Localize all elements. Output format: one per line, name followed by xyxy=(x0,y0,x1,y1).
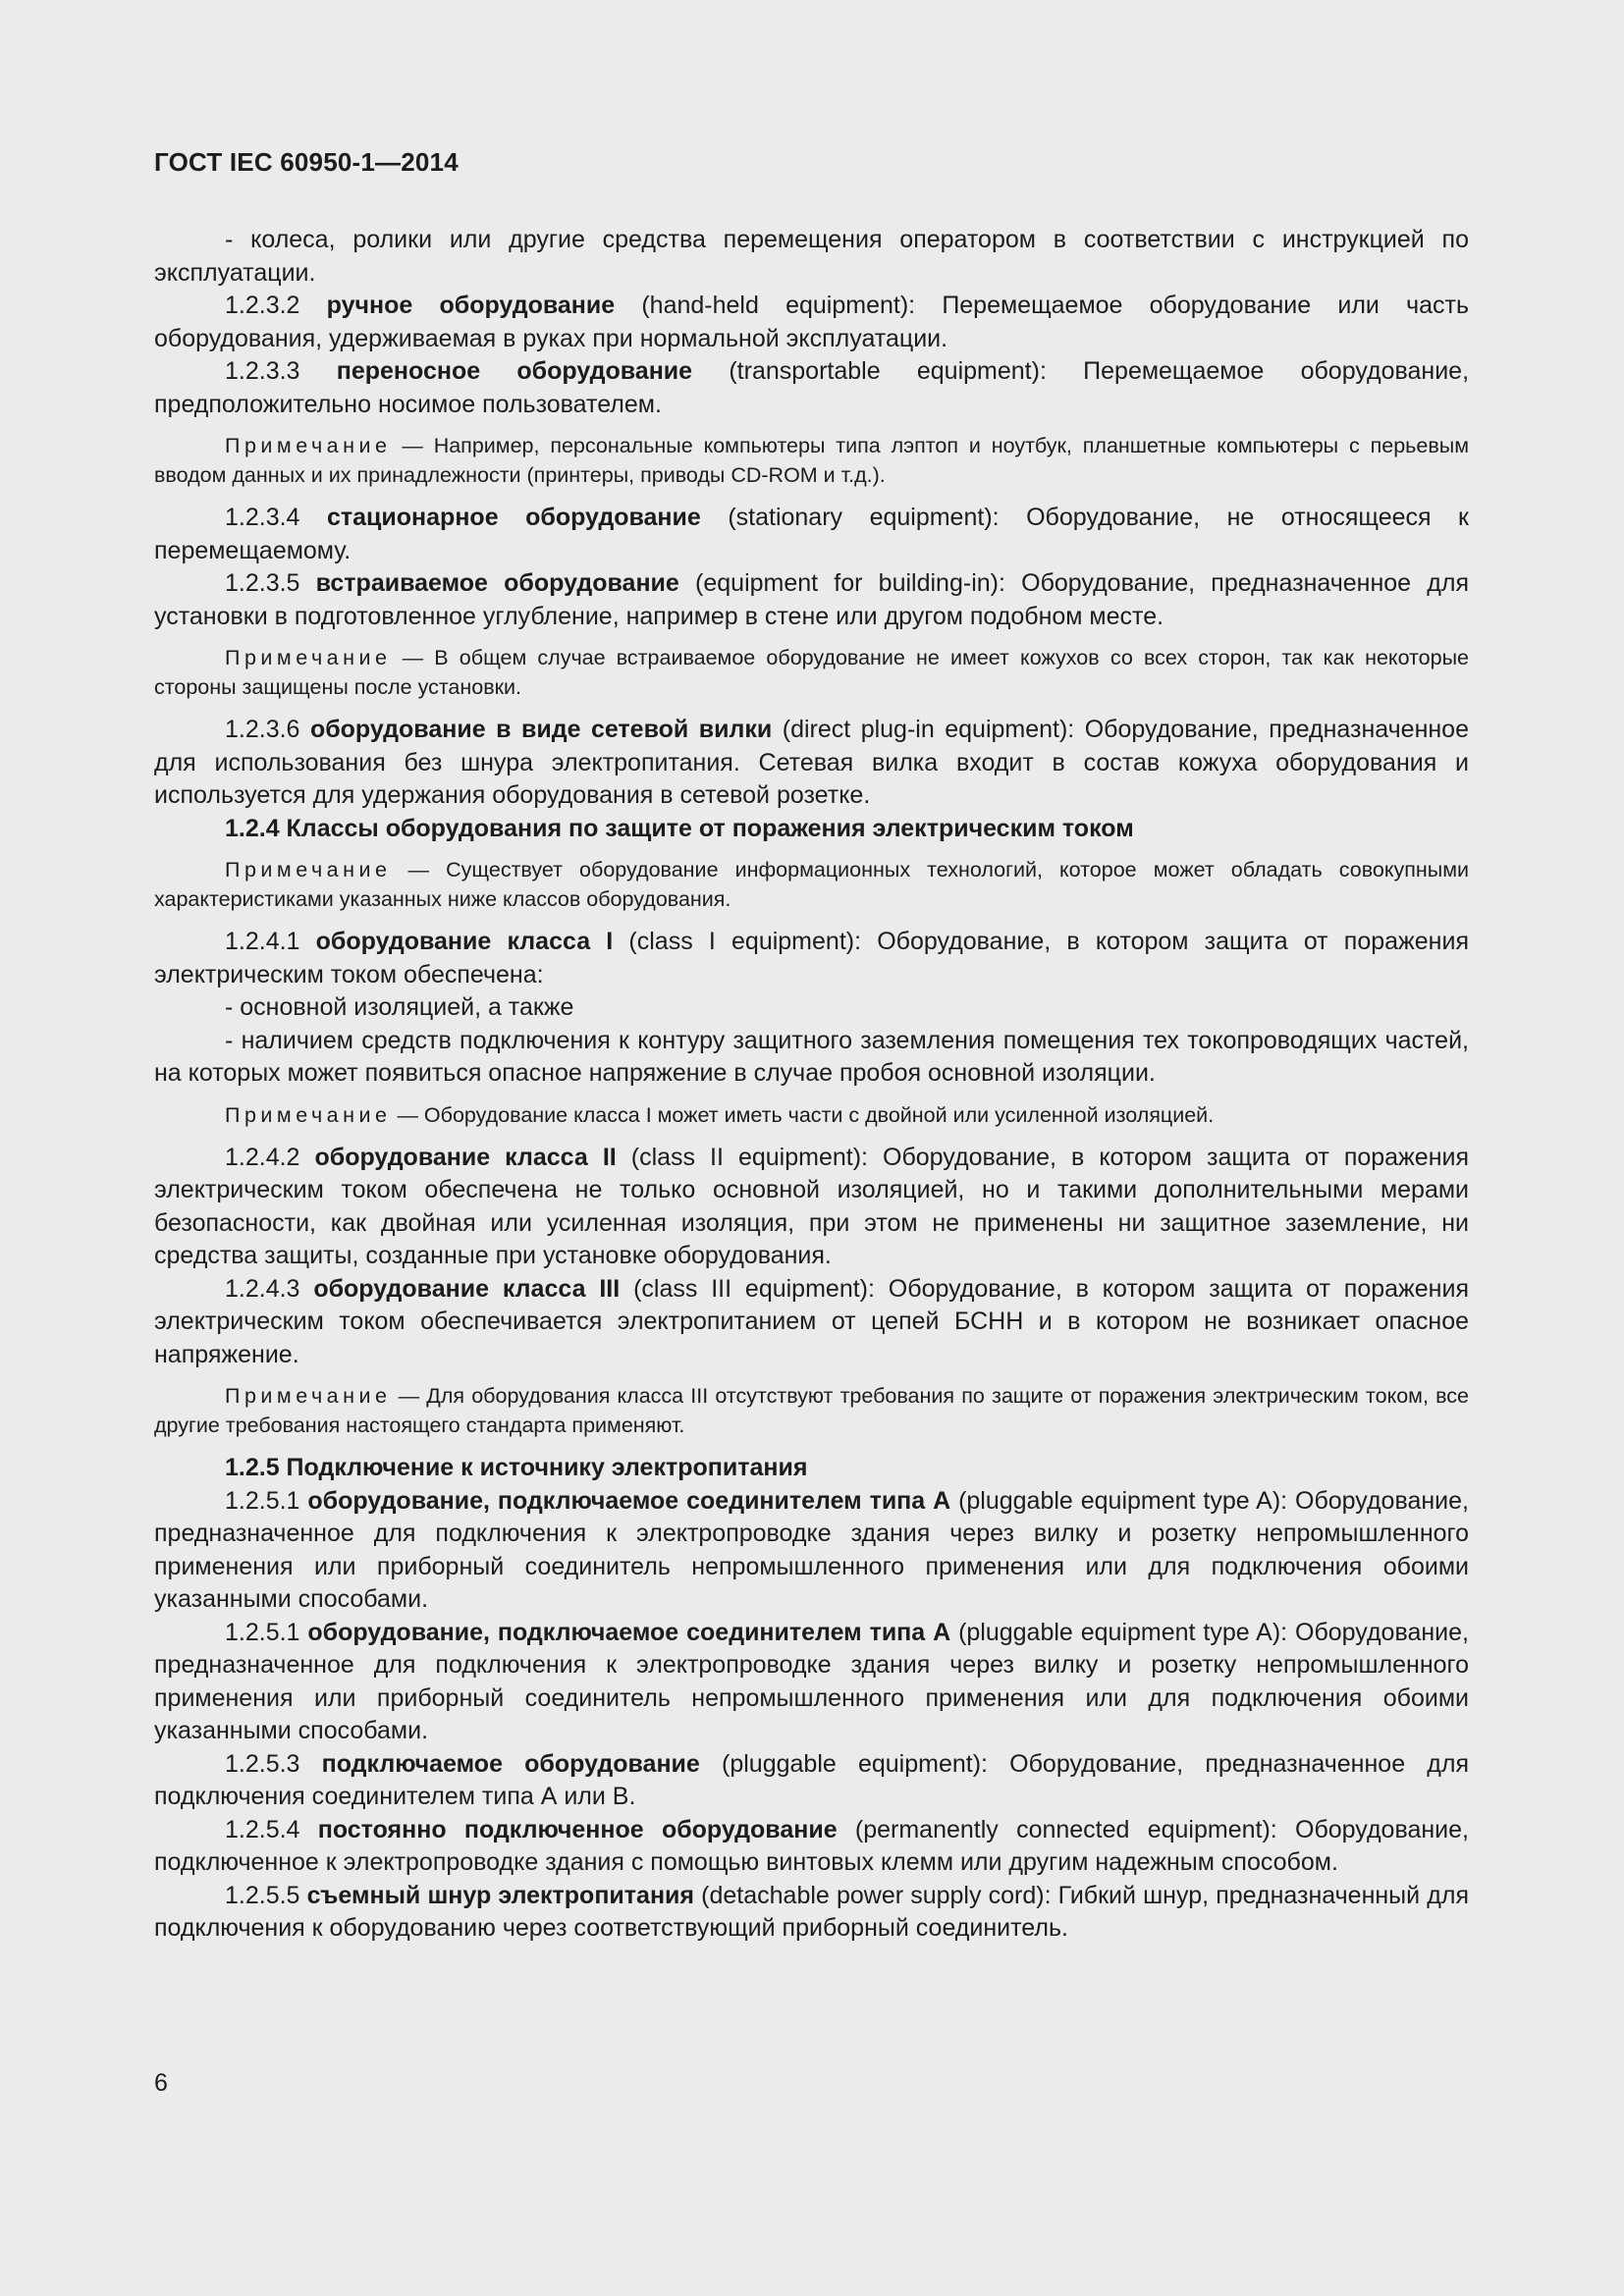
paragraph-text: - наличием средств подключения к контуру защитного заземления помещения тех токопроводящих частей, на которых может появиться опасное напряжение в случае пробоя основной изоляции. xyxy=(154,1026,1469,1087)
definition-paragraph xyxy=(154,1748,1469,1814)
defined-term: ручное оборудование xyxy=(326,292,616,319)
note-text: — Существует оборудование информационных технологий, которое может обладать совокупными характеристиками указанных ниже классов оборудования. xyxy=(154,858,1469,911)
definition-paragraph xyxy=(154,355,1469,421)
heading-text: 1.2.5 Подключение к источнику электропитания xyxy=(225,1454,808,1481)
paragraph-text: - колеса, ролики или другие средства перемещения оператором в соответствии с инструкцией по эксплуатации. xyxy=(154,226,1469,287)
paragraph-text: (transportable equipment): Перемещаемое оборудование, предположительно носимое пользователем. xyxy=(154,357,1470,418)
defined-term: оборудование класса III xyxy=(313,1274,621,1303)
paragraph-text: (stationary equipment): Оборудование, не относящееся к перемещаемому. xyxy=(154,504,1469,564)
note-text: — Например, персональные компьютеры типа лэптоп и ноутбук, планшетные компьютеры с перьевым вводом данных и их принадлежности (принтеры, приводы CD-ROM и т.д.). xyxy=(154,434,1469,487)
note-paragraph xyxy=(154,855,1469,914)
clause-number: 1.2.5.1 xyxy=(225,1618,300,1646)
document-body xyxy=(154,224,1469,1946)
definition-paragraph xyxy=(154,926,1469,991)
heading-text: 1.2.4 Классы оборудования по защите от поражения электрическим током xyxy=(225,814,1134,842)
clause-number: 1.2.3.5 xyxy=(225,569,300,597)
paragraph-text: (pluggable equipment): Оборудование, предназначенное для подключения соединителем типа А или В. xyxy=(154,1749,1469,1810)
clause-number: 1.2.5.4 xyxy=(225,1815,300,1843)
definition-paragraph xyxy=(154,1273,1469,1372)
note-paragraph xyxy=(154,643,1469,702)
clause-number: 1.2.5.5 xyxy=(225,1881,300,1909)
paragraph-text: (pluggable equipment type A): Оборудование, предназначенное для подключения к электропроводке здания через вилку и розетку непромышленного применения или приборный соединитель непромышленного применения или для подключения обоими указанными способами. xyxy=(154,1618,1469,1744)
paragraph-text: (pluggable equipment type A): Оборудование, предназначенное для подключения к электропроводке здания через вилку и розетку непромышленного применения или приборный соединитель непромышленного применения или для подключения обоими указанными способами. xyxy=(154,1486,1469,1613)
defined-term: стационарное оборудование xyxy=(326,504,701,531)
note-text: — Для оборудования класса III отсутствуют требования по защите от поражения электрическим током, все другие требования настоящего стандарта применяют. xyxy=(154,1384,1469,1437)
defined-term: оборудование в виде сетевой вилки xyxy=(309,716,773,743)
clause-number: 1.2.5.1 xyxy=(225,1486,300,1515)
definition-paragraph xyxy=(154,290,1469,355)
paragraph-text: (class I equipment): Оборудование, в котором защита от поражения электрическим током обеспечена: xyxy=(154,928,1469,988)
definition-paragraph xyxy=(154,567,1469,633)
clause-number: 1.2.3.3 xyxy=(225,357,300,385)
paragraph-text: (class II equipment): Оборудование, в котором защита от поражения электрическим током обеспечена не только основной изоляцией, но и такими дополнительными мерами безопасности, как двойная или усиленная изоляция, при этом не применены ни защитное заземление, ни средства защиты, созданные при установке оборудования. xyxy=(154,1143,1469,1269)
section-heading xyxy=(154,1452,1469,1485)
note-label: Примечание xyxy=(225,646,392,669)
paragraph-text: (class III equipment): Оборудование, в котором защита от поражения электрическим током обеспечивается электропитанием от цепей БСНН и в котором не возникает опасное напряжение. xyxy=(154,1274,1469,1368)
defined-term: оборудование класса I xyxy=(315,928,614,955)
clause-number: 1.2.3.4 xyxy=(225,504,300,531)
definition-paragraph xyxy=(154,1485,1469,1617)
definition-paragraph xyxy=(154,1142,1469,1273)
definition-paragraph xyxy=(154,1880,1469,1946)
defined-term: подключаемое оборудование xyxy=(321,1749,700,1778)
body-paragraph xyxy=(154,991,1469,1025)
defined-term: переносное оборудование xyxy=(336,357,693,385)
clause-number: 1.2.4.1 xyxy=(225,928,300,955)
definition-paragraph xyxy=(154,714,1469,813)
definition-paragraph xyxy=(154,1814,1469,1880)
defined-term: постоянно подключенное оборудование xyxy=(317,1815,838,1843)
clause-number: 1.2.4.3 xyxy=(225,1274,300,1303)
defined-term: встраиваемое оборудование xyxy=(315,569,679,597)
note-paragraph xyxy=(154,1100,1469,1130)
note-text: — В общем случае встраиваемое оборудование не имеет кожухов со всех сторон, так как некоторые стороны защищены после установки. xyxy=(154,646,1469,699)
defined-term: съемный шнур электропитания xyxy=(306,1881,694,1909)
page-number: 6 xyxy=(154,2069,168,2097)
section-heading xyxy=(154,813,1469,846)
defined-term: оборудование класса II xyxy=(314,1143,617,1171)
defined-term: оборудование, подключаемое соединителем типа А xyxy=(307,1486,951,1515)
paragraph-text: (permanently connected equipment): Оборудование, подключенное к электропроводке здания с помощью винтовых клемм или другим надежным способом. xyxy=(154,1815,1469,1876)
definition-paragraph xyxy=(154,1617,1469,1748)
paragraph-text: (direct plug-in equipment): Оборудование, предназначенное для использования без шнура электропитания. Сетевая вилка входит в состав кожуха оборудования и используется для удержания оборудования в сетевой розетке. xyxy=(154,716,1469,809)
body-paragraph xyxy=(154,224,1469,290)
note-label: Примечание xyxy=(225,1384,392,1408)
note-paragraph xyxy=(154,431,1469,490)
clause-number: 1.2.3.2 xyxy=(225,292,300,319)
clause-number: 1.2.4.2 xyxy=(225,1143,300,1171)
note-label: Примечание xyxy=(225,434,392,457)
paragraph-text: (hand-held equipment): Перемещаемое оборудование или часть оборудования, удерживаемая в руках при нормальной эксплуатации. xyxy=(154,292,1469,352)
note-label: Примечание xyxy=(225,1102,392,1127)
note-paragraph xyxy=(154,1381,1469,1440)
note-label: Примечание xyxy=(225,858,392,881)
clause-number: 1.2.3.6 xyxy=(225,716,300,743)
defined-term: оборудование, подключаемое соединителем типа А xyxy=(307,1618,951,1646)
document-header: ГОСТ IEC 60950-1—2014 xyxy=(154,147,459,177)
paragraph-text: (detachable power supply cord): Гибкий шнур, предназначенный для подключения к оборудованию через соответствующий приборный соединитель. xyxy=(154,1881,1469,1942)
paragraph-text: - основной изоляцией, а также xyxy=(225,993,574,1021)
definition-paragraph xyxy=(154,502,1469,567)
body-paragraph xyxy=(154,1025,1469,1091)
note-text: — Оборудование класса I может иметь части с двойной или усиленной изоляцией. xyxy=(397,1102,1215,1127)
paragraph-text: (equipment for building-in): Оборудование, предназначенное для установки в подготовленное углубление, например в стене или другом подобном месте. xyxy=(154,569,1469,630)
clause-number: 1.2.5.3 xyxy=(225,1749,300,1778)
